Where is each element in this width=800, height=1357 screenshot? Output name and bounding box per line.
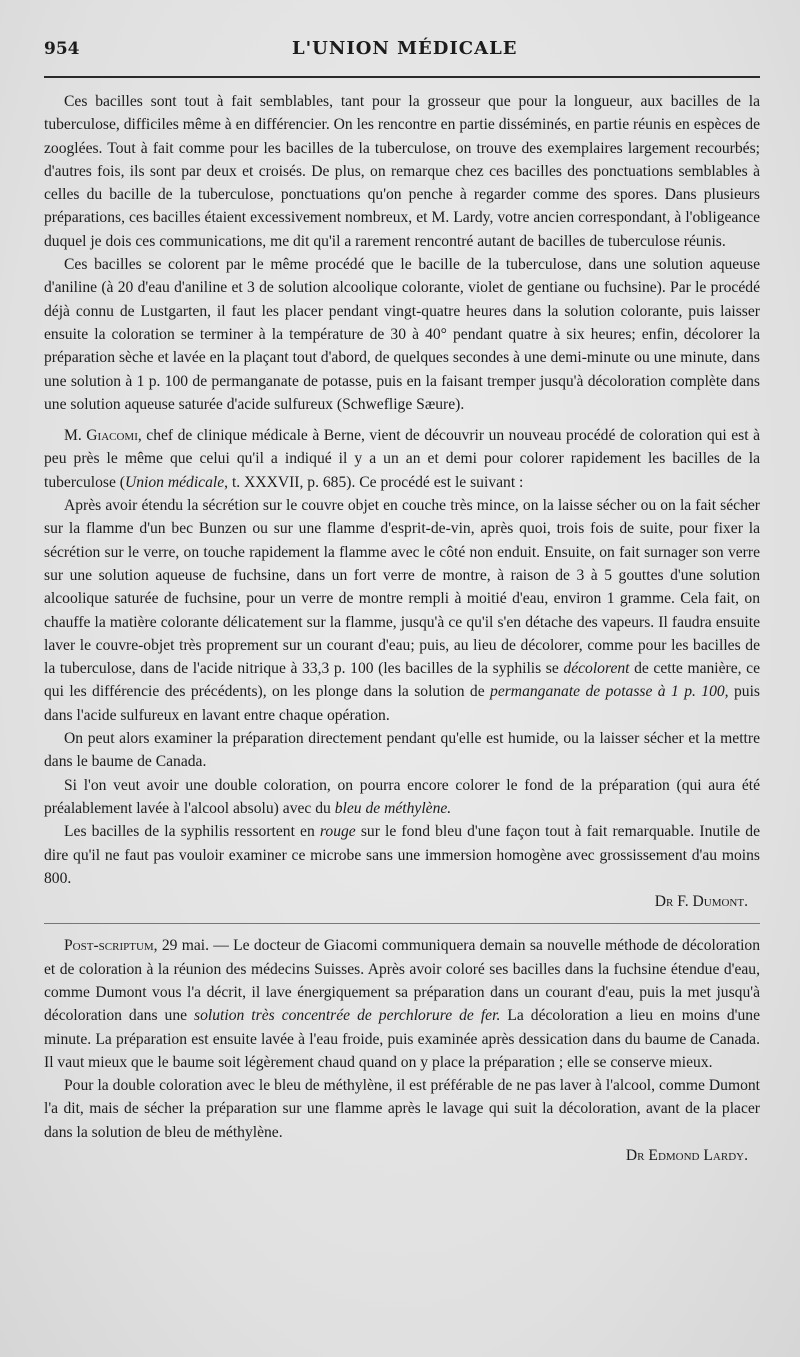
header-rule bbox=[44, 76, 760, 78]
paragraph-methylene: Pour la double coloration avec le bleu de méthylène, il est préférable de ne pas laver à l'alcool, comme Dumont l'a dit, mais de sécher la préparation sur une flamme après le lavage qui suit la décoloration, avant de la placer dans la solution de bleu de méthylène. bbox=[44, 1077, 760, 1141]
running-title: L'UNION MÉDICALE bbox=[292, 38, 518, 59]
author-name-giacomi: M. Giacomi, bbox=[64, 427, 142, 445]
postscript-label: Post-scriptum, bbox=[64, 937, 158, 955]
signature-lardy: Dr Edmond Lardy. bbox=[625, 1147, 748, 1165]
paragraph-postscript: Post-scriptum, 29 mai. — Le docteur de Giacomi communiquera demain sa nouvelle méthode de décoloration et de coloration à la réunion des médecins Suisses. Après avoir coloré ses bacilles dans la fuchsine étendue d'eau, comme Dumont vous l'a décrit, il lave énergiquement sa préparation dans un courant d'eau, puis la met jusqu'à décoloration dans une solution très concentrée de perchlorure de fer. La décoloration a lieu en moins d'une minute. La préparation est ensuite lavée à l'eau froide, puis examinée après dessication dans du baume de Canada. Il vaut mieux que le baume soit légèrement chaud quand on y place la préparation ; elle se conserve mieux. bbox=[44, 937, 760, 1071]
paragraph-bacilles-description: Ces bacilles sont tout à fait semblables, tant pour la grosseur que pour la longueur, aux bacilles de la tuberculose, difficiles même à en différencier. On les rencontre en partie disséminés, en partie réunis en espèces de zooglées. Tout à fait comme pour les bacilles de la tuberculose, on trouve des exemplaires largement recourbés; d'autres fois, ils sont par deux et croisés. De plus, on remarque chez ces bacilles des ponctuations semblables à celles du bacille de la tuberculose, ponctuations qu'on penche à regarder comme des spores. Dans plusieurs préparations, ces bacilles étaient excessivement nombreux, et M. Lardy, votre ancien correspondant, à l'obligeance duquel je dois ces communications, me dit qu'il a rarement rencontré autant de bacilles de tuberculose réunis. bbox=[44, 93, 760, 250]
paragraph-procedure: Après avoir étendu la sécrétion sur le couvre objet en couche très mince, on la laisse sécher ou on la fait sécher sur la flamme d'un bec Bunzen ou sur une flamme d'esprit-de-vin, après quoi, trois fois de suite, pour fixer la sécrétion sur le verre, on touche rapidement la flamme avec le côté non enduit. Ensuite, on fait surnager son verre sur une solution aqueuse de fuchsine, dans un fort verre de montre, à raison de 3 à 5 gouttes d'une solution alcoolique saturée de fuchsine, pour un verre de montre rempli à moitié d'eau, environ 1 gramme. Cela fait, on chauffe la matière colorante délicatement sur la flamme, jusqu'à ce qu'il s'en détache des vapeurs. Il faudra ensuite laver le couvre-objet très proprement sur un courant d'eau; puis, au lieu de décolorer, comme pour les bacilles de la tuberculose, dans de l'acide nitrique à 33,3 p. 100 (les bacilles de la syphilis se décolorent de cette manière, ce qui les différencie des précédents), on les plonge dans la solution de permanganate de potasse à 1 p. 100, puis dans l'acide sulfureux en lavant entre chaque opération. bbox=[44, 497, 760, 724]
paragraph-examination: On peut alors examiner la préparation directement pendant qu'elle est humide, ou la laisser sécher et la mettre dans le baume de Canada. bbox=[44, 730, 760, 771]
page-number: 954 bbox=[44, 39, 80, 59]
page-header bbox=[44, 38, 760, 70]
paragraph-giacomi-intro: M. Giacomi, chef de clinique médicale à Berne, vient de découvrir un nouveau procédé de coloration qui est à peu près le même que celui qu'il a indiqué il y a un an et demi pour colorer rapidement les bacilles de la tuberculose (Union médicale, t. XXXVII, p. 685). Ce procédé est le suivant : bbox=[44, 427, 761, 491]
signature-dumont: Dr F. Dumont. bbox=[654, 893, 748, 911]
journal-reference: Union médicale bbox=[124, 473, 225, 491]
postscript-rule bbox=[44, 923, 760, 924]
paragraph-double-coloration: Si l'on veut avoir une double coloration, on pourra encore colorer le fond de la préparation (qui aura été préalablement lavée à l'alcool absolu) avec du bleu de méthylène. bbox=[44, 776, 760, 817]
paragraph-coloration-method: Ces bacilles se colorent par le même procédé que le bacille de la tuberculose, dans une solution aqueuse d'aniline (à 20 d'eau d'aniline et 3 de solution alcoolique colorante, violet de gentiane ou fuchsine). Par le procédé déjà connu de Lustgarten, il faut les placer pendant vingt-quatre heures dans la solution colorante, puis laisser ensuite la coloration se terminer à la température de 30 à 40° pendant quatre à six heures; enfin, décolorer la préparation sèche et lavée en la plaçant tout d'abord, de quelques secondes à une demi-minute ou une minute, dans une solution à 1 p. 100 de permanganate de potasse, puis en la faisant tremper jusqu'à décoloration complète dans une solution aqueuse saturée d'acide sulfureux (Schweflige Sæure). bbox=[44, 256, 760, 413]
paragraph-syphilis-red: Les bacilles de la syphilis ressortent en rouge sur le fond bleu d'une façon tout à fait remarquable. Inutile de dire qu'il ne faut pas vouloir examiner ce microbe sans une immersion homogène avec grossissement d'au moins 800. bbox=[44, 823, 760, 887]
article-body bbox=[44, 90, 760, 1167]
